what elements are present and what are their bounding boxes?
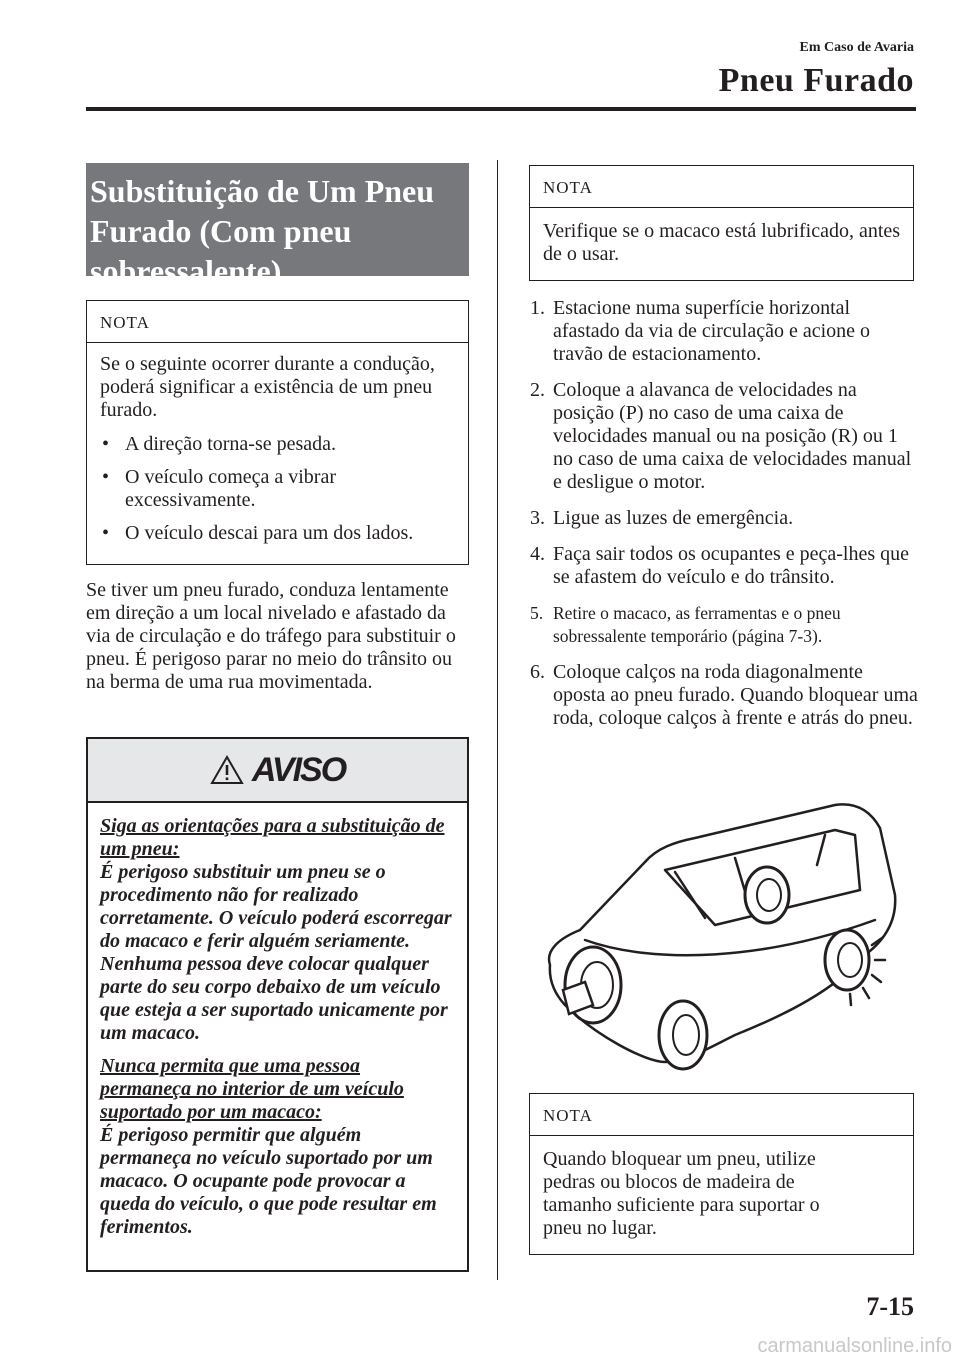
list-item: [100, 466, 456, 512]
running-header-section: Em Caso de Avaria: [799, 40, 914, 55]
list-item: [530, 379, 920, 494]
list-item: [530, 297, 920, 366]
flat-tire-icon: [825, 930, 885, 1005]
list-item: [530, 543, 920, 589]
procedure-steps: [530, 297, 920, 743]
note-box-jack-lubrication: [529, 165, 914, 281]
step-text: Coloque a alavanca de velocidades na posição (P) no caso de uma caixa de velocidades manual ou na posição (R) ou 1 no caso de uma caixa de velocidades manual e desligue o motor.: [553, 379, 912, 493]
bullet-icon: •: [102, 522, 110, 544]
warning-label: AVISO: [251, 750, 346, 789]
note-text: Verifique se o macaco está lubrificado, antes de o usar.: [543, 220, 901, 265]
step-number: 6.: [530, 661, 545, 683]
warning-body: [88, 803, 467, 1239]
rear-wheel-icon: [659, 1001, 707, 1069]
note-label: NOTA: [87, 301, 468, 343]
note-box-flat-tire-signs: [86, 300, 469, 565]
running-header-title: Pneu Furado: [718, 62, 914, 99]
step-number: 1.: [530, 297, 545, 319]
step-text: Coloque calços na roda diagonalmente oposta ao pneu furado. Quando bloquear uma roda, coloque calços à frente e atrás do pneu.: [553, 661, 918, 729]
warning-triangle-icon: [210, 755, 244, 785]
spare-wheel-icon: [745, 867, 789, 923]
list-item: [530, 507, 920, 530]
bullet-text: O veículo começa a vibrar excessivamente.: [125, 466, 337, 511]
step-number: 5.: [530, 603, 544, 623]
header-rule: [86, 107, 916, 111]
car-wheel-block-illustration: [535, 800, 920, 1085]
note-label: NOTA: [530, 166, 913, 208]
footer-watermark: carmanualsonline.info: [757, 1335, 952, 1357]
section-title-line-3: sobressalente): [90, 253, 282, 289]
blocked-wheel-icon: [563, 947, 621, 1023]
list-item: [530, 661, 920, 730]
note-text: Quando bloquear um pneu, utilize pedras ou blocos de madeira de tamanho suficiente para suportar o pneu no lugar.: [543, 1148, 820, 1239]
warning-paragraph-2: [100, 1055, 455, 1239]
step-number: 3.: [530, 507, 545, 529]
warning-box: [86, 737, 469, 1272]
page-number: 7-15: [866, 1292, 914, 1321]
section-title: [86, 163, 469, 289]
body-paragraph: Se tiver um pneu furado, conduza lentamente em direção a um local nivelado e afastado da via de circulação e do tráfego para substituir o pneu. É perigoso parar no meio do trânsito ou na berma de uma rua movimentada.: [86, 579, 456, 693]
warning-text-2: É perigoso permitir que alguém permaneça no veículo suportado por um macaco. O ocupante pode provocar a queda do veículo, o que pode resultar em ferimentos.: [100, 1124, 437, 1238]
note-bullet-list: [100, 433, 456, 545]
warning-paragraph-1: [100, 815, 455, 1045]
note-label: NOTA: [530, 1094, 913, 1136]
note-box-wheel-block: [529, 1093, 914, 1255]
step-text: Faça sair todos os ocupantes e peça-lhes que se afastem do veículo e do trânsito.: [553, 543, 909, 588]
step-text: Estacione numa superfície horizontal afastado da via de circulação e acione o travão de estacionamento.: [553, 297, 871, 365]
section-title-line-1: Substituição de Um Pneu: [90, 173, 435, 209]
warning-subtitle-1: Siga as orientações para a substituição de um pneu:: [100, 815, 445, 860]
list-item: [100, 522, 456, 545]
warning-subtitle-2: Nunca permita que uma pessoa permaneça no interior de um veículo suportado por um macaco:: [100, 1055, 404, 1123]
bullet-icon: •: [102, 466, 110, 488]
step-text: Retire o macaco, as ferramentas e o pneu sobressalente temporário (página 7-3).: [553, 603, 841, 646]
bullet-text: A direção torna-se pesada.: [125, 433, 337, 455]
bullet-icon: •: [102, 433, 110, 455]
warning-header: [88, 739, 467, 803]
list-item: [530, 602, 920, 648]
section-title-line-2: Furado (Com pneu: [90, 213, 352, 249]
column-divider: [497, 160, 498, 1280]
note-intro: Se o seguinte ocorrer durante a condução, poderá significar a existência de um pneu furado.: [100, 353, 435, 421]
step-text: Ligue as luzes de emergência.: [553, 507, 794, 529]
warning-text-1: É perigoso substituir um pneu se o procedimento não for realizado corretamente. O veículo poderá escorregar do macaco e ferir alguém seriamente. Nenhuma pessoa deve colocar qualquer parte do seu corpo debaixo de um veículo que esteja a ser suportado unicamente por um macaco.: [100, 861, 452, 1044]
bullet-text: O veículo descai para um dos lados.: [125, 522, 414, 544]
list-item: [100, 433, 456, 456]
step-number: 4.: [530, 543, 545, 565]
step-number: 2.: [530, 379, 545, 401]
note-body: [87, 343, 468, 563]
